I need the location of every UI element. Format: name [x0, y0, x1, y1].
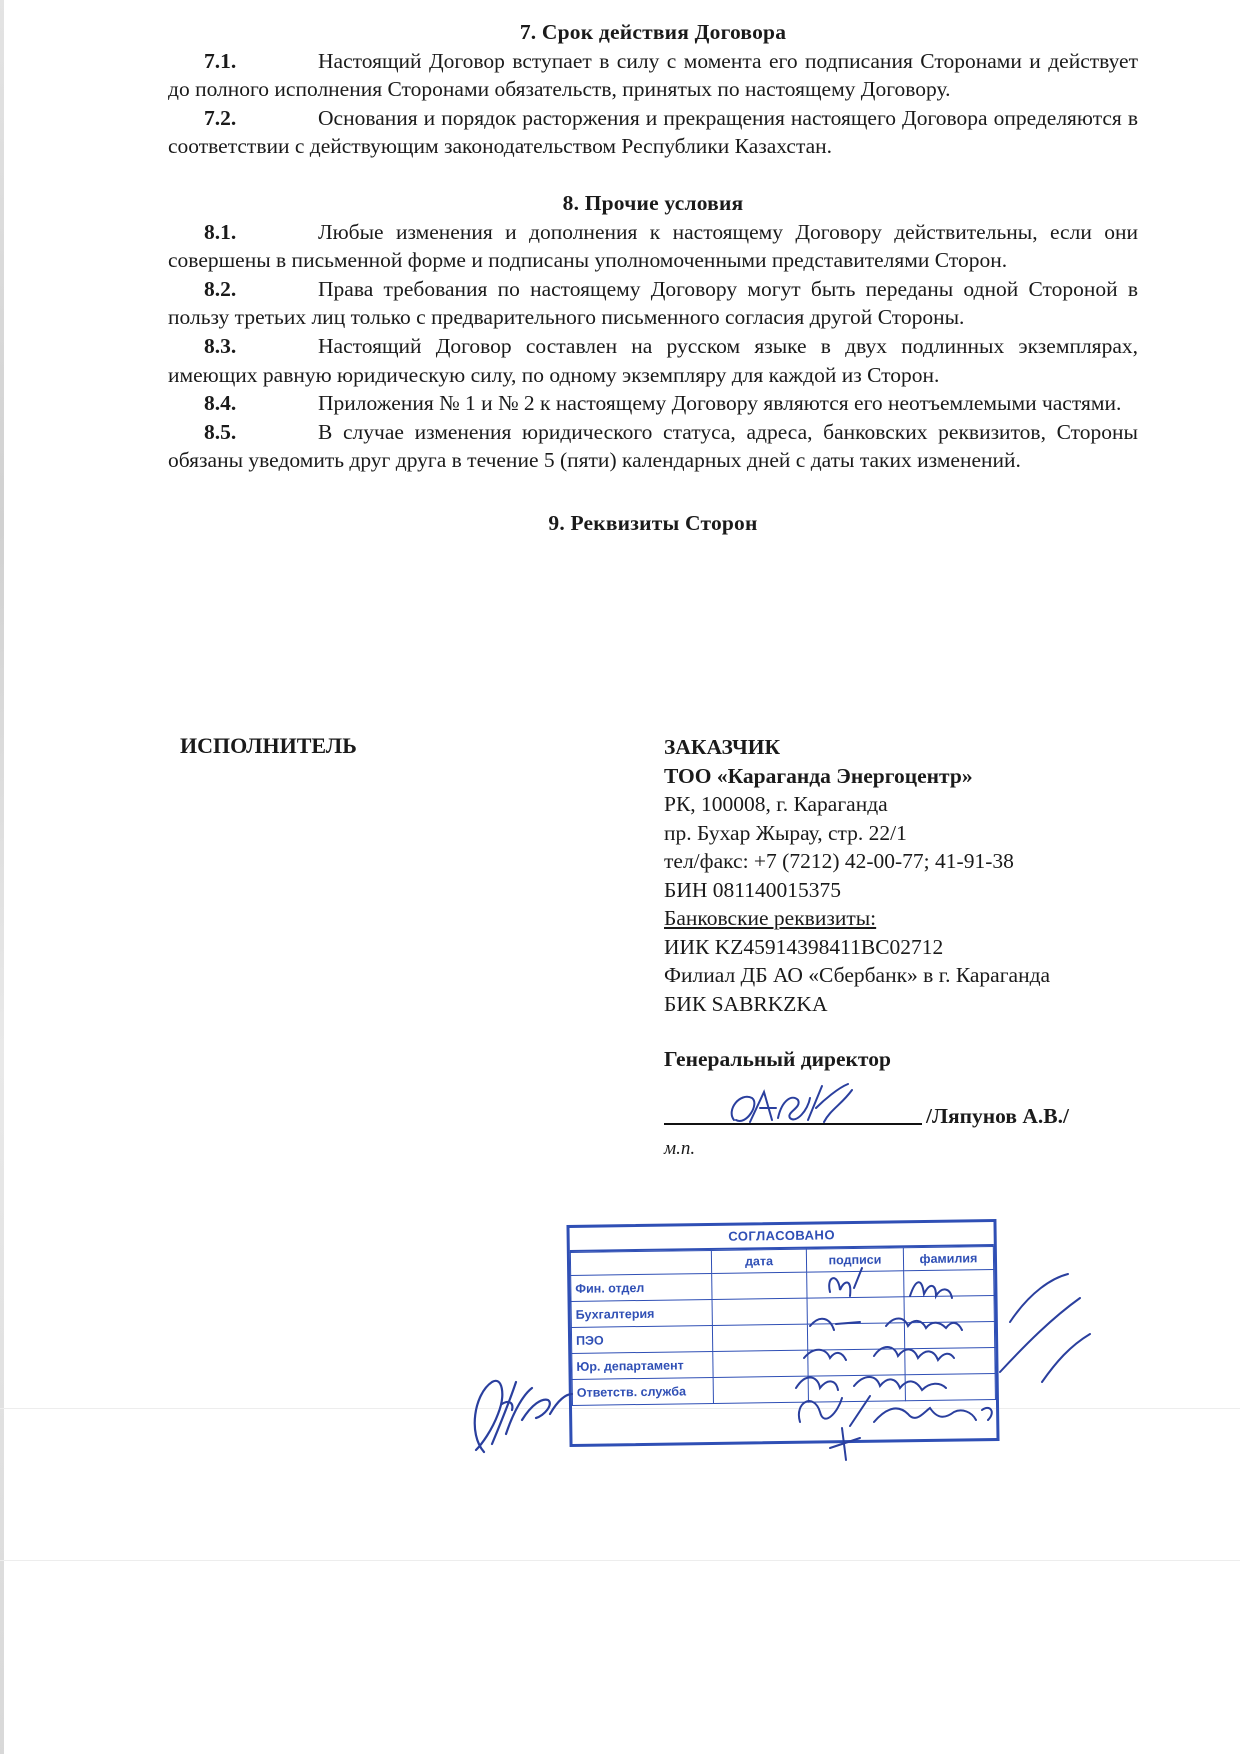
department-label: Юр. департамент — [572, 1351, 713, 1379]
bank-details-heading: Банковские реквизиты: — [664, 906, 877, 930]
clause-7-1 — [168, 47, 1138, 104]
department-label: ПЭО — [571, 1325, 712, 1353]
customer-iik: ИИК KZ45914398411BC02712 — [664, 934, 944, 959]
signature-line — [664, 1095, 922, 1125]
customer-details — [664, 733, 1164, 1018]
column-header — [570, 1250, 711, 1275]
clause-number: 8.1. — [204, 219, 237, 244]
director-signature — [720, 1080, 890, 1140]
clause-number: 8.3. — [204, 333, 237, 358]
customer-address-line: РК, 100008, г. Караганда — [664, 792, 888, 816]
clause-7-2 — [168, 104, 1138, 161]
customer-phone: тел/факс: +7 (7212) 42-00-77; 41-91-38 — [664, 849, 1014, 873]
clause-number: 8.5. — [204, 419, 237, 444]
customer-company: ТОО «Караганда Энергоцентр» — [664, 763, 973, 788]
stamp-title: СОГЛАСОВАНО — [570, 1222, 994, 1252]
clause-text: Настоящий Договор составлен на русском языке в двух подлинных экземплярах, имеющих равную юридическую силу, по одному экземпляру для каждой из Сторон. — [168, 333, 1138, 387]
approval-signatures — [790, 1262, 1110, 1462]
clause-text: Основания и порядок расторжения и прекращения настоящего Договора определяются в соответствии с действующим законодательством Республики Казахстан. — [168, 105, 1138, 159]
clause-number: 7.2. — [204, 105, 237, 130]
director-name: /Ляпунов А.В./ — [926, 1104, 1069, 1128]
customer-bik: БИК SABRKZKA — [664, 991, 828, 1016]
column-header: подписи — [806, 1248, 903, 1272]
clause-text: Любые изменения и дополнения к настоящему Договору действительны, если они совершены в письменной форме и подписаны уполномоченными представителями Сторон. — [168, 219, 1138, 273]
section-9-title: 9. Реквизиты Сторон — [548, 510, 758, 535]
customer-address-line: пр. Бухар Жырау, стр. 22/1 — [664, 820, 907, 845]
column-header: дата — [711, 1249, 806, 1273]
clause-text: Приложения № 1 и № 2 к настоящему Договору являются его неотъемлемыми частями. — [318, 391, 1122, 416]
section-8-title: 8. Прочие условия — [562, 190, 744, 215]
clause-8-5 — [168, 418, 1138, 475]
clause-8-2 — [168, 275, 1138, 332]
department-label: Ответств. служба — [572, 1377, 713, 1405]
clause-text: В случае изменения юридического статуса, адреса, банковских реквизитов, Стороны обязаны уведомить друг друга в течение 5 (пяти) календарных дней с даты таких изменений. — [168, 419, 1138, 473]
clause-text: Права требования по настоящему Договору могут быть переданы одной Стороной в пользу третьих лиц только с предварительного письменного согласия другой Стороны. — [168, 276, 1138, 330]
department-label: Бухгалтерия — [571, 1299, 712, 1327]
executor-title: ИСПОЛНИТЕЛЬ — [180, 733, 357, 758]
scan-edge — [0, 0, 4, 1754]
director-title: Генеральный директор — [664, 1047, 891, 1071]
clause-8-1 — [168, 218, 1138, 275]
column-header: фамилия — [903, 1247, 993, 1271]
customer-title: ЗАКАЗЧИК — [664, 735, 781, 759]
clause-text: Настоящий Договор вступает в силу с момента его подписания Сторонами и действует до полного исполнения Сторонами обязательств, принятых по настоящему Договору. — [168, 48, 1138, 102]
clause-number: 8.4. — [204, 391, 237, 416]
customer-bank: Филиал ДБ АО «Сбербанк» в г. Караганда — [664, 963, 1051, 987]
department-label: Фин. отдел — [571, 1273, 712, 1301]
seal-note: м.п. — [664, 1138, 696, 1159]
contract-text — [168, 18, 1138, 538]
clause-8-3 — [168, 332, 1138, 389]
section-7-title: 7. Срок действия Договора — [519, 20, 787, 44]
clause-8-4 — [168, 389, 1138, 418]
scan-artifact-line — [0, 1560, 1240, 1561]
customer-bin: БИН 081140015375 — [664, 877, 841, 902]
clause-number: 7.1. — [204, 48, 237, 73]
executor-signature — [462, 1364, 582, 1464]
clause-number: 8.2. — [204, 276, 237, 301]
